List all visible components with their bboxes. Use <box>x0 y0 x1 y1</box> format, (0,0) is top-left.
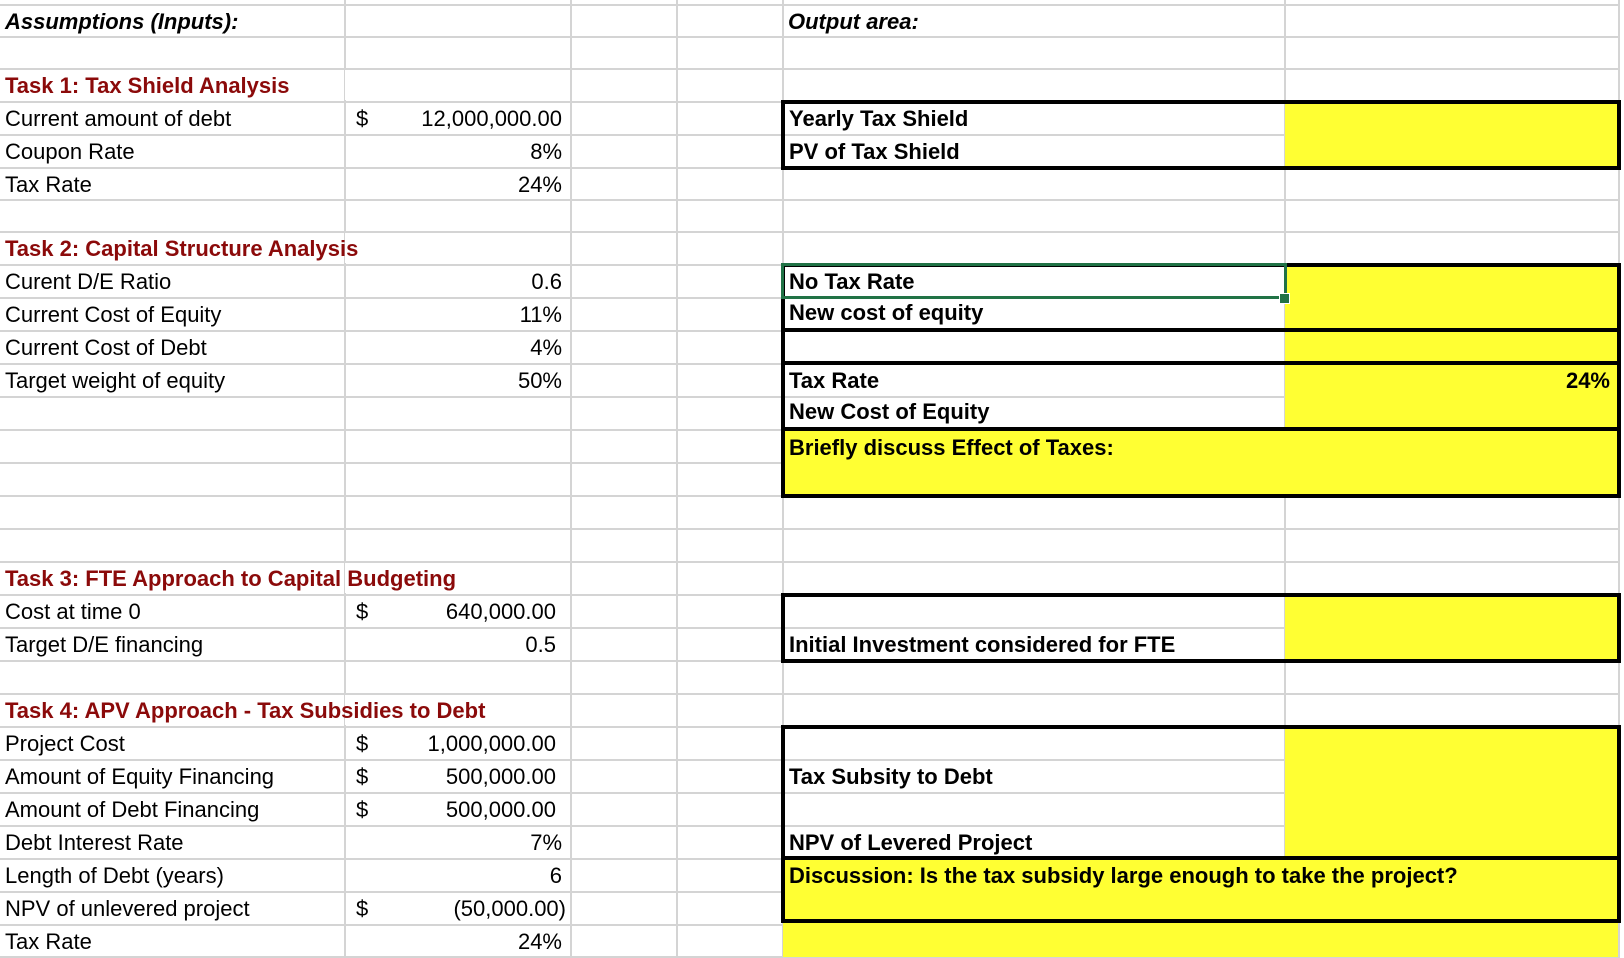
output-label: NPV of Levered Project <box>789 830 1033 855</box>
input-value[interactable]: 500,000.00 <box>445 764 556 789</box>
input-value[interactable]: 50% <box>517 368 562 393</box>
input-value[interactable]: 8% <box>530 139 562 164</box>
output-label: Initial Investment considered for FTE <box>789 632 1176 657</box>
input-label[interactable]: Cost at time 0 <box>5 599 141 624</box>
input-value[interactable]: 12,000,000.00 <box>421 106 562 131</box>
input-label[interactable]: Target weight of equity <box>5 368 226 393</box>
currency-symbol: $ <box>356 106 369 131</box>
input-label[interactable]: Coupon Rate <box>5 139 135 164</box>
task3-title: Task 3: FTE Approach to Capital Budgeting <box>5 566 457 591</box>
output-label: New Cost of Equity <box>789 399 990 424</box>
input-label[interactable]: Amount of Debt Financing <box>5 797 260 822</box>
gridline <box>676 0 678 958</box>
output-label: Tax Rate <box>789 368 880 393</box>
discussion-prompt: Discussion: Is the tax subsidy large enough to take the project? <box>789 863 1458 888</box>
input-label[interactable]: Project Cost <box>5 731 125 756</box>
input-label[interactable]: Current Cost of Debt <box>5 335 207 360</box>
fill-handle[interactable] <box>1279 293 1290 304</box>
input-value[interactable]: 1,000,000.00 <box>427 731 556 756</box>
currency-symbol: $ <box>356 731 369 756</box>
discussion-prompt: Briefly discuss Effect of Taxes: <box>789 435 1114 460</box>
task1-title: Task 1: Tax Shield Analysis <box>5 73 290 98</box>
input-label[interactable]: Target D/E financing <box>5 632 204 657</box>
input-label[interactable]: Tax Rate <box>5 172 92 197</box>
input-label[interactable]: NPV of unlevered project <box>5 896 250 921</box>
input-label[interactable]: Amount of Equity Financing <box>5 764 275 789</box>
gridline <box>570 0 572 958</box>
input-label[interactable]: Debt Interest Rate <box>5 830 184 855</box>
input-label[interactable]: Length of Debt (years) <box>5 863 224 888</box>
input-value[interactable]: 4% <box>530 335 562 360</box>
input-value[interactable]: 7% <box>530 830 562 855</box>
input-value[interactable]: 0.5 <box>525 632 556 657</box>
task2-title: Task 2: Capital Structure Analysis <box>5 236 359 261</box>
currency-symbol: $ <box>356 896 369 921</box>
currency-symbol: $ <box>356 764 369 789</box>
output-label: Tax Subsity to Debt <box>789 764 993 789</box>
input-value[interactable]: 24% <box>517 172 562 197</box>
input-label[interactable]: Tax Rate <box>5 929 92 954</box>
assumptions-header: Assumptions (Inputs): <box>5 9 239 34</box>
output-label: No Tax Rate <box>789 269 915 294</box>
currency-symbol: $ <box>356 797 369 822</box>
task4-output-box <box>781 725 1621 923</box>
input-value[interactable]: 0.6 <box>531 269 562 294</box>
output-header: Output area: <box>788 9 919 34</box>
cell-selection[interactable] <box>781 263 1287 299</box>
input-label[interactable]: Current Cost of Equity <box>5 302 222 327</box>
input-value[interactable]: 24% <box>517 929 562 954</box>
output-label: New cost of equity <box>789 300 984 325</box>
tax-rate-value[interactable]: 24% <box>1565 368 1610 393</box>
input-label[interactable]: Current amount of debt <box>5 106 232 131</box>
input-value[interactable]: (50,000.00) <box>453 896 566 921</box>
input-value[interactable]: 11% <box>519 302 562 327</box>
task4-title: Task 4: APV Approach - Tax Subsidies to Debt <box>5 698 486 723</box>
output-label: PV of Tax Shield <box>789 139 960 164</box>
input-label[interactable]: Curent D/E Ratio <box>5 269 172 294</box>
input-value[interactable]: 640,000.00 <box>445 599 556 624</box>
input-value[interactable]: 6 <box>549 863 562 888</box>
border-line <box>785 919 1617 923</box>
currency-symbol: $ <box>356 599 369 624</box>
gridline <box>0 528 1620 530</box>
input-value[interactable]: 500,000.00 <box>445 797 556 822</box>
output-label: Yearly Tax Shield <box>789 106 969 131</box>
